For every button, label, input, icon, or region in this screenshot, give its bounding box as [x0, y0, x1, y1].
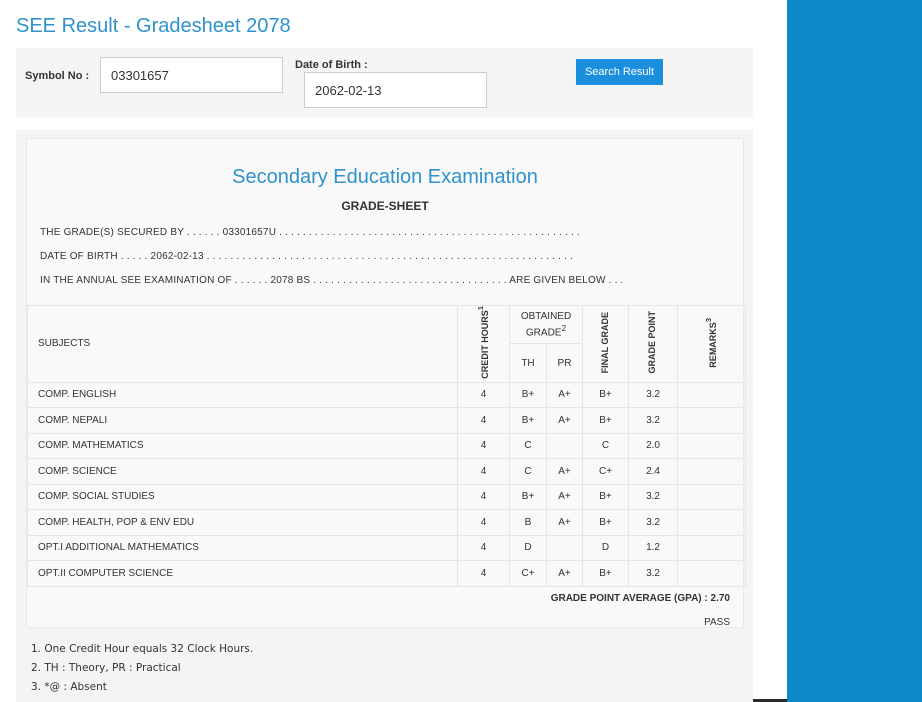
grade-table — [27, 305, 746, 587]
exam-line: IN THE ANNUAL SEE EXAMINATION OF . . . . . . 2078 BS . . . . . . . . . . . . . . . . . . . . . . . . . . . . . . . . . ARE GIVEN BELOW . . . — [40, 275, 624, 286]
final-grade-cell: C — [583, 433, 629, 459]
remarks-cell — [678, 433, 746, 459]
final-grade-cell: B+ — [583, 382, 629, 408]
grade-sheet — [26, 138, 744, 628]
subject-cell: COMP. SOCIAL STUDIES — [28, 484, 458, 510]
side-panel — [787, 0, 922, 702]
remarks-cell — [678, 510, 746, 536]
footnote: 2. TH : Theory, PR : Practical — [31, 662, 181, 674]
th-grade-cell: B+ — [510, 382, 547, 408]
obtained-grade-header: OBTAINED GRADE$^2$ — [510, 306, 583, 344]
subject-cell: COMP. ENGLISH — [28, 382, 458, 408]
th-header: TH — [510, 344, 547, 382]
final-grade-cell: B+ — [583, 510, 629, 536]
pr-grade-cell: A+ — [547, 408, 583, 434]
search-panel — [16, 48, 753, 117]
pr-header: PR — [547, 344, 583, 382]
footnotes — [31, 643, 253, 700]
th-grade-cell: B+ — [510, 408, 547, 434]
subject-cell: COMP. SCIENCE — [28, 459, 458, 485]
remarks-cell — [678, 408, 746, 434]
credit-hours-header: CREDIT HOURS$^1$ — [458, 306, 510, 383]
symbol-input[interactable] — [100, 57, 283, 93]
credit-cell: 4 — [458, 510, 510, 536]
th-grade-cell: C — [510, 433, 547, 459]
pr-grade-cell: A+ — [547, 510, 583, 536]
th-grade-cell: B — [510, 510, 547, 536]
remarks-cell — [678, 484, 746, 510]
result-status: PASS — [704, 617, 730, 628]
grade-point-cell: 1.2 — [629, 535, 678, 561]
credit-cell: 4 — [458, 459, 510, 485]
pr-grade-cell: A+ — [547, 382, 583, 408]
grade-point-cell: 2.4 — [629, 459, 678, 485]
subject-cell: OPT.II COMPUTER SCIENCE — [28, 561, 458, 587]
grade-point-cell: 3.2 — [629, 408, 678, 434]
dob-line: DATE OF BIRTH . . . . . 2062-02-13 . . . . . . . . . . . . . . . . . . . . . . . . . . . . . . . . . . . . . . . . . . . . . . . . . . . . . . . . . . . . . . — [40, 251, 574, 262]
th-grade-cell: B+ — [510, 484, 547, 510]
subjects-header: SUBJECTS — [28, 306, 458, 383]
credit-cell: 4 — [458, 382, 510, 408]
table-row — [28, 408, 746, 434]
gpa-text: GRADE POINT AVERAGE (GPA) : 2.70 — [550, 593, 730, 604]
remarks-cell — [678, 561, 746, 587]
remarks-cell — [678, 382, 746, 408]
symbol-label: Symbol No : — [25, 70, 90, 82]
final-grade-cell: D — [583, 535, 629, 561]
remarks-cell — [678, 535, 746, 561]
grade-point-cell: 3.2 — [629, 484, 678, 510]
credit-cell: 4 — [458, 408, 510, 434]
grade-point-cell: 3.2 — [629, 561, 678, 587]
footnote: 3. *@ : Absent — [31, 681, 107, 693]
final-grade-cell: B+ — [583, 561, 629, 587]
grade-secured-line: THE GRADE(S) SECURED BY . . . . . . 03301657U . . . . . . . . . . . . . . . . . . . . . . . . . . . . . . . . . . . . . . . . . . . . . . . . . . . — [40, 227, 580, 238]
exam-title: Secondary Education Examination — [232, 166, 538, 188]
table-row — [28, 459, 746, 485]
dob-label: Date of Birth : — [295, 59, 368, 71]
th-grade-cell: C+ — [510, 561, 547, 587]
grade-point-cell: 3.2 — [629, 382, 678, 408]
credit-cell: 4 — [458, 484, 510, 510]
subject-cell: COMP. MATHEMATICS — [28, 433, 458, 459]
gradesheet-title: GRADE-SHEET — [341, 199, 429, 213]
th-grade-cell: C — [510, 459, 547, 485]
final-grade-cell: B+ — [583, 408, 629, 434]
table-row — [28, 510, 746, 536]
final-grade-cell: B+ — [583, 484, 629, 510]
subject-cell: OPT.I ADDITIONAL MATHEMATICS — [28, 535, 458, 561]
final-grade-header: FINAL GRADE — [583, 306, 629, 383]
search-result-button[interactable]: Search Result — [576, 59, 663, 85]
table-row — [28, 382, 746, 408]
subject-cell: COMP. NEPALI — [28, 408, 458, 434]
final-grade-cell: C+ — [583, 459, 629, 485]
page-title: SEE Result - Gradesheet 2078 — [16, 15, 291, 37]
table-row — [28, 484, 746, 510]
grade-point-header: GRADE POINT — [629, 306, 678, 383]
dob-input[interactable] — [304, 72, 487, 108]
remarks-header: REMARKS$^3$ — [678, 306, 746, 383]
grade-point-cell: 2.0 — [629, 433, 678, 459]
pr-grade-cell: A+ — [547, 561, 583, 587]
credit-cell: 4 — [458, 561, 510, 587]
pr-grade-cell: A+ — [547, 484, 583, 510]
pr-grade-cell: A+ — [547, 459, 583, 485]
credit-cell: 4 — [458, 535, 510, 561]
pr-grade-cell — [547, 535, 583, 561]
table-row — [28, 433, 746, 459]
table-row — [28, 561, 746, 587]
credit-cell: 4 — [458, 433, 510, 459]
th-grade-cell: D — [510, 535, 547, 561]
table-row — [28, 535, 746, 561]
footnote: 1. One Credit Hour equals 32 Clock Hours. — [31, 643, 254, 655]
grade-point-cell: 3.2 — [629, 510, 678, 536]
result-panel — [16, 130, 753, 702]
pr-grade-cell — [547, 433, 583, 459]
subject-cell: COMP. HEALTH, POP & ENV EDU — [28, 510, 458, 536]
remarks-cell — [678, 459, 746, 485]
